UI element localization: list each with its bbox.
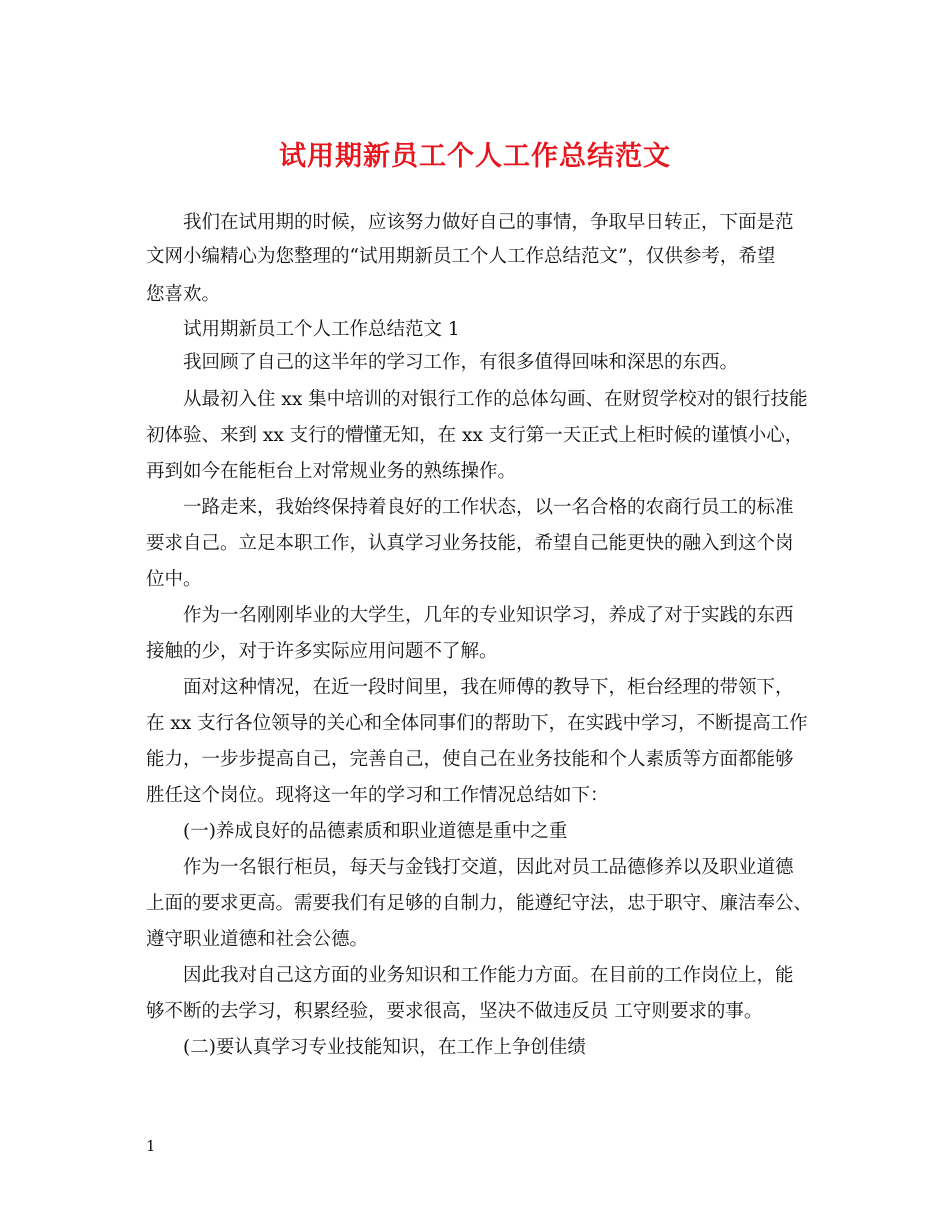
paragraph-line: 再到如今在能柜台上对常规业务的熟练操作。 bbox=[146, 461, 517, 482]
paragraph-line: 一路走来，我始终保持着良好的工作状态，以一名合格的农商行员工的标准 bbox=[183, 497, 794, 518]
paragraph-line: 文网小编精心为您整理的“试用期新员工个人工作总结范文”，仅供参考，希望 bbox=[146, 246, 776, 267]
paragraph-line: 您喜欢。 bbox=[146, 284, 221, 305]
paragraph-line: 初体验、来到 xx 支行的懵懂无知，在 xx 支行第一天正式上柜时候的谨慎小心， bbox=[146, 425, 804, 446]
paragraph-line: 作为一名刚刚毕业的大学生，几年的专业知识学习，养成了对于实践的东西 bbox=[183, 605, 794, 626]
paragraph-line: 能力，一步步提高自己，完善自己，使自己在业务技能和个人素质等方面都能够 bbox=[146, 749, 794, 770]
paragraph-line: 接触的少，对于许多实际应用问题不了解。 bbox=[146, 641, 498, 662]
paragraph-line: 因此我对自己这方面的业务知识和工作能力方面。在目前的工作岗位上，能 bbox=[183, 965, 794, 986]
paragraph-line: 要求自己。立足本职工作，认真学习业务技能，希望自己能更快的融入到这个岗 bbox=[146, 533, 794, 554]
paragraph-line: 面对这种情况，在近一段时间里，我在师傅的教导下，柜台经理的带领下， bbox=[183, 677, 794, 698]
paragraph-line: 上面的要求更高。需要我们有足够的自制力，能遵纪守法，忠于职守、廉洁奉公、 bbox=[146, 893, 813, 914]
paragraph-line: 从最初入住 xx 集中培训的对银行工作的总体勾画、在财贸学校对的银行技能 bbox=[183, 389, 808, 410]
paragraph-line: 位中。 bbox=[146, 569, 202, 590]
paragraph-line: 够不断的去学习，积累经验，要求很高，坚决不做违反员 工守则要求的事。 bbox=[146, 1001, 763, 1022]
section-heading: 试用期新员工个人工作总结范文 1 bbox=[183, 319, 460, 340]
paragraph-line: 遵守职业道德和社会公德。 bbox=[146, 929, 369, 950]
section-heading: (一)养成良好的品德素质和职业道德是重中之重 bbox=[183, 821, 568, 842]
paragraph-line: 在 xx 支行各位领导的关心和全体同事们的帮助下，在实践中学习，不断提高工作 bbox=[146, 713, 808, 734]
paragraph-line: 我回顾了自己的这半年的学习工作，有很多值得回味和深思的东西。 bbox=[183, 352, 739, 373]
paragraph-line: 作为一名银行柜员，每天与金钱打交道，因此对员工品德修养以及职业道德 bbox=[183, 857, 794, 878]
paragraph-line: 我们在试用期的时候，应该努力做好自己的事情，争取早日转正，下面是范 bbox=[183, 212, 794, 233]
page-number: 1 bbox=[146, 1137, 156, 1155]
document-title: 试用期新员工个人工作总结范文 bbox=[279, 141, 671, 172]
section-heading: (二)要认真学习专业技能知识，在工作上争创佳绩 bbox=[183, 1037, 586, 1058]
paragraph-line: 胜任这个岗位。现将这一年的学习和工作情况总结如下： bbox=[146, 785, 609, 806]
